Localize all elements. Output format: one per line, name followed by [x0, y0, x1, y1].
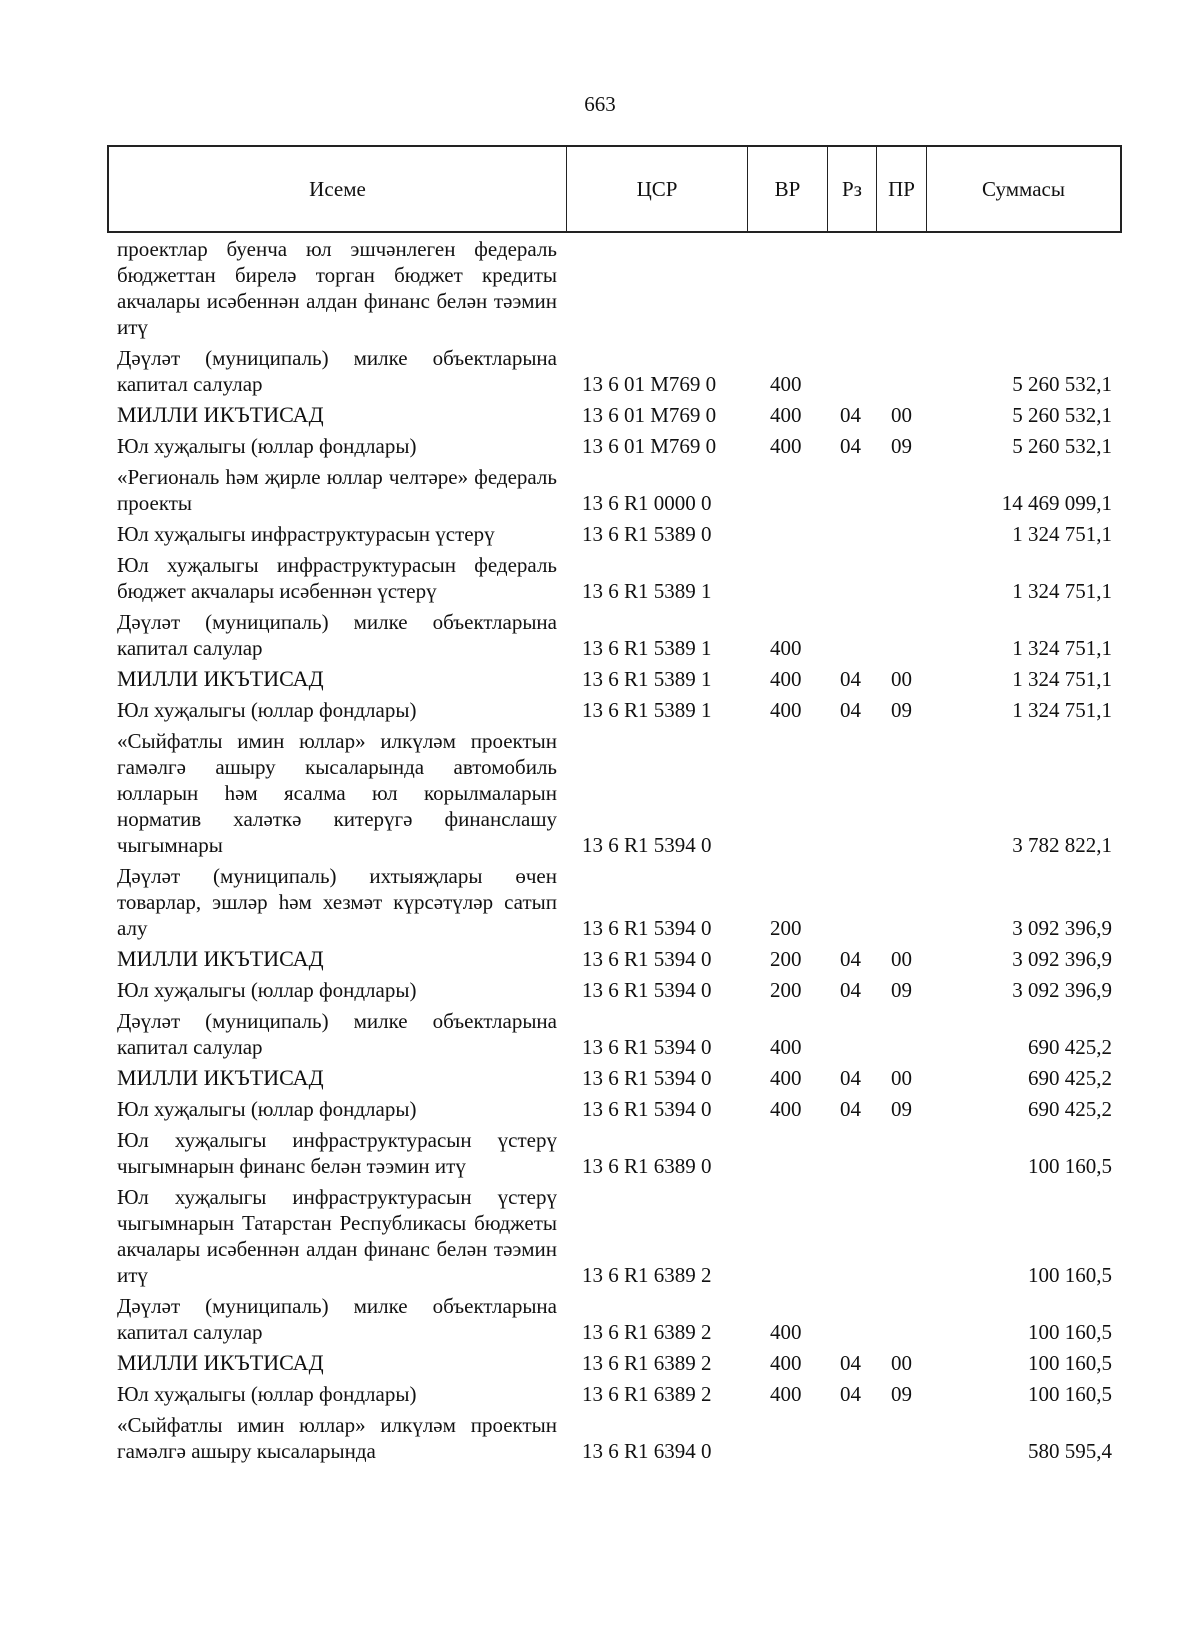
row-name: Юл хуҗалыгы (юллар фондлары)	[117, 1097, 417, 1121]
row-name: «Сыйфатлы имин юллар» илкүләм проектын гамәлгә ашыру кысаларында	[117, 1413, 557, 1463]
row-csr: 13 6 01 M769 0	[582, 434, 717, 458]
table-row	[0, 1008, 1200, 1060]
row-csr: 13 6 01 M769 0	[582, 403, 717, 427]
row-name: Юл хуҗалыгы инфраструктурасын үстерү	[117, 522, 495, 546]
row-csr: 13 6 R1 6394 0	[582, 1439, 712, 1463]
table-header	[107, 145, 1122, 233]
row-name: Дәүләт (муниципаль) ихтыяҗлары өчен товарлар, эшләр һәм хезмәт күрсәтүләр сатып алу	[117, 864, 557, 940]
row-sum: 1 324 751,1	[1012, 636, 1112, 660]
row-vr: 200	[770, 947, 802, 971]
row-vr: 400	[770, 1351, 802, 1375]
table-row	[0, 697, 1200, 723]
table-row	[0, 521, 1200, 547]
row-name: МИЛЛИ ИКЪТИСАД	[117, 402, 324, 427]
row-sum: 690 425,2	[1028, 1066, 1112, 1090]
row-pr: 09	[891, 698, 912, 722]
header-csr: ЦСР	[567, 147, 748, 231]
row-sum: 100 160,5	[1028, 1320, 1112, 1344]
row-name: МИЛЛИ ИКЪТИСАД	[117, 1350, 324, 1375]
table-row	[0, 402, 1200, 428]
row-sum: 3 092 396,9	[1012, 916, 1112, 940]
row-csr: 13 6 R1 6389 2	[582, 1382, 712, 1406]
row-sum: 5 260 532,1	[1012, 434, 1112, 458]
row-rz: 04	[840, 1351, 861, 1375]
row-sum: 100 160,5	[1028, 1382, 1112, 1406]
table-row	[0, 1184, 1200, 1288]
row-sum: 1 324 751,1	[1012, 522, 1112, 546]
row-name: Юл хуҗалыгы (юллар фондлары)	[117, 1382, 417, 1406]
header-rz: Рз	[828, 147, 877, 231]
row-sum: 580 595,4	[1028, 1439, 1112, 1463]
row-csr: 13 6 R1 5394 0	[582, 1035, 712, 1059]
row-sum: 100 160,5	[1028, 1351, 1112, 1375]
row-csr: 13 6 R1 6389 2	[582, 1320, 712, 1344]
row-name: МИЛЛИ ИКЪТИСАД	[117, 1065, 324, 1090]
table-row	[0, 728, 1200, 858]
row-vr: 400	[770, 403, 802, 427]
table-row	[0, 666, 1200, 692]
row-vr: 400	[770, 667, 802, 691]
row-name: Юл хуҗалыгы (юллар фондлары)	[117, 698, 417, 722]
table-row	[0, 345, 1200, 397]
row-rz: 04	[840, 698, 861, 722]
table-row	[0, 863, 1200, 941]
table-row	[0, 236, 1200, 340]
table-row	[0, 552, 1200, 604]
row-csr: 13 6 R1 5389 1	[582, 667, 712, 691]
row-rz: 04	[840, 434, 861, 458]
table-row	[0, 1096, 1200, 1122]
row-sum: 690 425,2	[1028, 1035, 1112, 1059]
row-vr: 200	[770, 916, 802, 940]
row-vr: 400	[770, 1320, 802, 1344]
row-rz: 04	[840, 1382, 861, 1406]
row-pr: 00	[891, 947, 912, 971]
row-vr: 400	[770, 372, 802, 396]
row-csr: 13 6 R1 5394 0	[582, 1097, 712, 1121]
row-pr: 00	[891, 1066, 912, 1090]
row-pr: 09	[891, 978, 912, 1002]
row-pr: 00	[891, 403, 912, 427]
table-row	[0, 1293, 1200, 1345]
row-vr: 400	[770, 1035, 802, 1059]
row-sum: 100 160,5	[1028, 1154, 1112, 1178]
row-sum: 3 782 822,1	[1012, 833, 1112, 857]
row-vr: 400	[770, 1066, 802, 1090]
row-sum: 690 425,2	[1028, 1097, 1112, 1121]
table-row	[0, 609, 1200, 661]
row-csr: 13 6 R1 5394 0	[582, 978, 712, 1002]
row-rz: 04	[840, 667, 861, 691]
row-name: МИЛЛИ ИКЪТИСАД	[117, 666, 324, 691]
row-name: «Сыйфатлы имин юллар» илкүләм проектын гамәлгә ашыру кысаларында автомобиль юлларын һәм ясалма юл корылмаларын норматив халәткә китерүгә финанслашу чыгымнары	[117, 729, 557, 857]
row-sum: 5 260 532,1	[1012, 403, 1112, 427]
row-vr: 200	[770, 978, 802, 1002]
row-csr: 13 6 R1 0000 0	[582, 491, 712, 515]
row-csr: 13 6 R1 5394 0	[582, 947, 712, 971]
table-row	[0, 1350, 1200, 1376]
row-rz: 04	[840, 403, 861, 427]
table-row	[0, 464, 1200, 516]
row-rz: 04	[840, 1066, 861, 1090]
row-name: проектлар буенча юл эшчәнлеген федераль бюджеттан бирелә торган бюджет кредиты акчалары исәбеннән алдан финанс белән тәэмин итү	[117, 237, 557, 339]
row-sum: 1 324 751,1	[1012, 667, 1112, 691]
row-csr: 13 6 R1 5389 0	[582, 522, 712, 546]
row-sum: 1 324 751,1	[1012, 579, 1112, 603]
row-csr: 13 6 01 M769 0	[582, 372, 717, 396]
row-vr: 400	[770, 434, 802, 458]
table-row	[0, 433, 1200, 459]
row-vr: 400	[770, 1097, 802, 1121]
page-number: 663	[584, 92, 616, 116]
row-pr: 00	[891, 667, 912, 691]
row-pr: 09	[891, 1097, 912, 1121]
row-name: Дәүләт (муниципаль) милке объектларына капитал салулар	[117, 610, 557, 660]
row-csr: 13 6 R1 6389 0	[582, 1154, 712, 1178]
row-vr: 400	[770, 636, 802, 660]
row-pr: 00	[891, 1351, 912, 1375]
header-name: Исеме	[109, 147, 567, 231]
row-name: МИЛЛИ ИКЪТИСАД	[117, 946, 324, 971]
row-vr: 400	[770, 1382, 802, 1406]
row-sum: 3 092 396,9	[1012, 978, 1112, 1002]
row-csr: 13 6 R1 5394 0	[582, 833, 712, 857]
row-name: Дәүләт (муниципаль) милке объектларына капитал салулар	[117, 1009, 557, 1059]
row-name: Юл хуҗалыгы инфраструктурасын федераль бюджет акчалары исәбеннән үстерү	[117, 553, 557, 603]
table-body	[0, 236, 1200, 1469]
row-name: Юл хуҗалыгы инфраструктурасын үстерү чыгымнарын Татарстан Республикасы бюджеты акчалары исәбеннән алдан финанс белән тәэмин итү	[117, 1185, 557, 1287]
table-row	[0, 977, 1200, 1003]
row-name: Дәүләт (муниципаль) милке объектларына капитал салулар	[117, 1294, 557, 1344]
table-row	[0, 1381, 1200, 1407]
row-vr: 400	[770, 698, 802, 722]
table-row	[0, 1065, 1200, 1091]
row-csr: 13 6 R1 5389 1	[582, 636, 712, 660]
row-csr: 13 6 R1 6389 2	[582, 1351, 712, 1375]
header-vr: ВР	[748, 147, 828, 231]
row-csr: 13 6 R1 5394 0	[582, 1066, 712, 1090]
row-csr: 13 6 R1 6389 2	[582, 1263, 712, 1287]
table-row	[0, 946, 1200, 972]
row-name: Юл хуҗалыгы (юллар фондлары)	[117, 434, 417, 458]
header-pr: ПР	[877, 147, 927, 231]
row-rz: 04	[840, 947, 861, 971]
row-csr: 13 6 R1 5389 1	[582, 579, 712, 603]
table-row	[0, 1127, 1200, 1179]
row-csr: 13 6 R1 5394 0	[582, 916, 712, 940]
row-sum: 3 092 396,9	[1012, 947, 1112, 971]
row-sum: 100 160,5	[1028, 1263, 1112, 1287]
row-name: «Региональ һәм җирле юллар челтәре» федераль проекты	[117, 465, 557, 515]
row-name: Дәүләт (муниципаль) милке объектларына капитал салулар	[117, 346, 557, 396]
row-sum: 5 260 532,1	[1012, 372, 1112, 396]
row-csr: 13 6 R1 5389 1	[582, 698, 712, 722]
row-name: Юл хуҗалыгы (юллар фондлары)	[117, 978, 417, 1002]
row-pr: 09	[891, 1382, 912, 1406]
row-name: Юл хуҗалыгы инфраструктурасын үстерү чыгымнарын финанс белән тәэмин итү	[117, 1128, 557, 1178]
header-sum: Суммасы	[982, 176, 1065, 201]
row-sum: 14 469 099,1	[1001, 491, 1112, 515]
row-sum: 1 324 751,1	[1012, 698, 1112, 722]
row-rz: 04	[840, 978, 861, 1002]
table-row	[0, 1412, 1200, 1464]
row-rz: 04	[840, 1097, 861, 1121]
row-pr: 09	[891, 434, 912, 458]
